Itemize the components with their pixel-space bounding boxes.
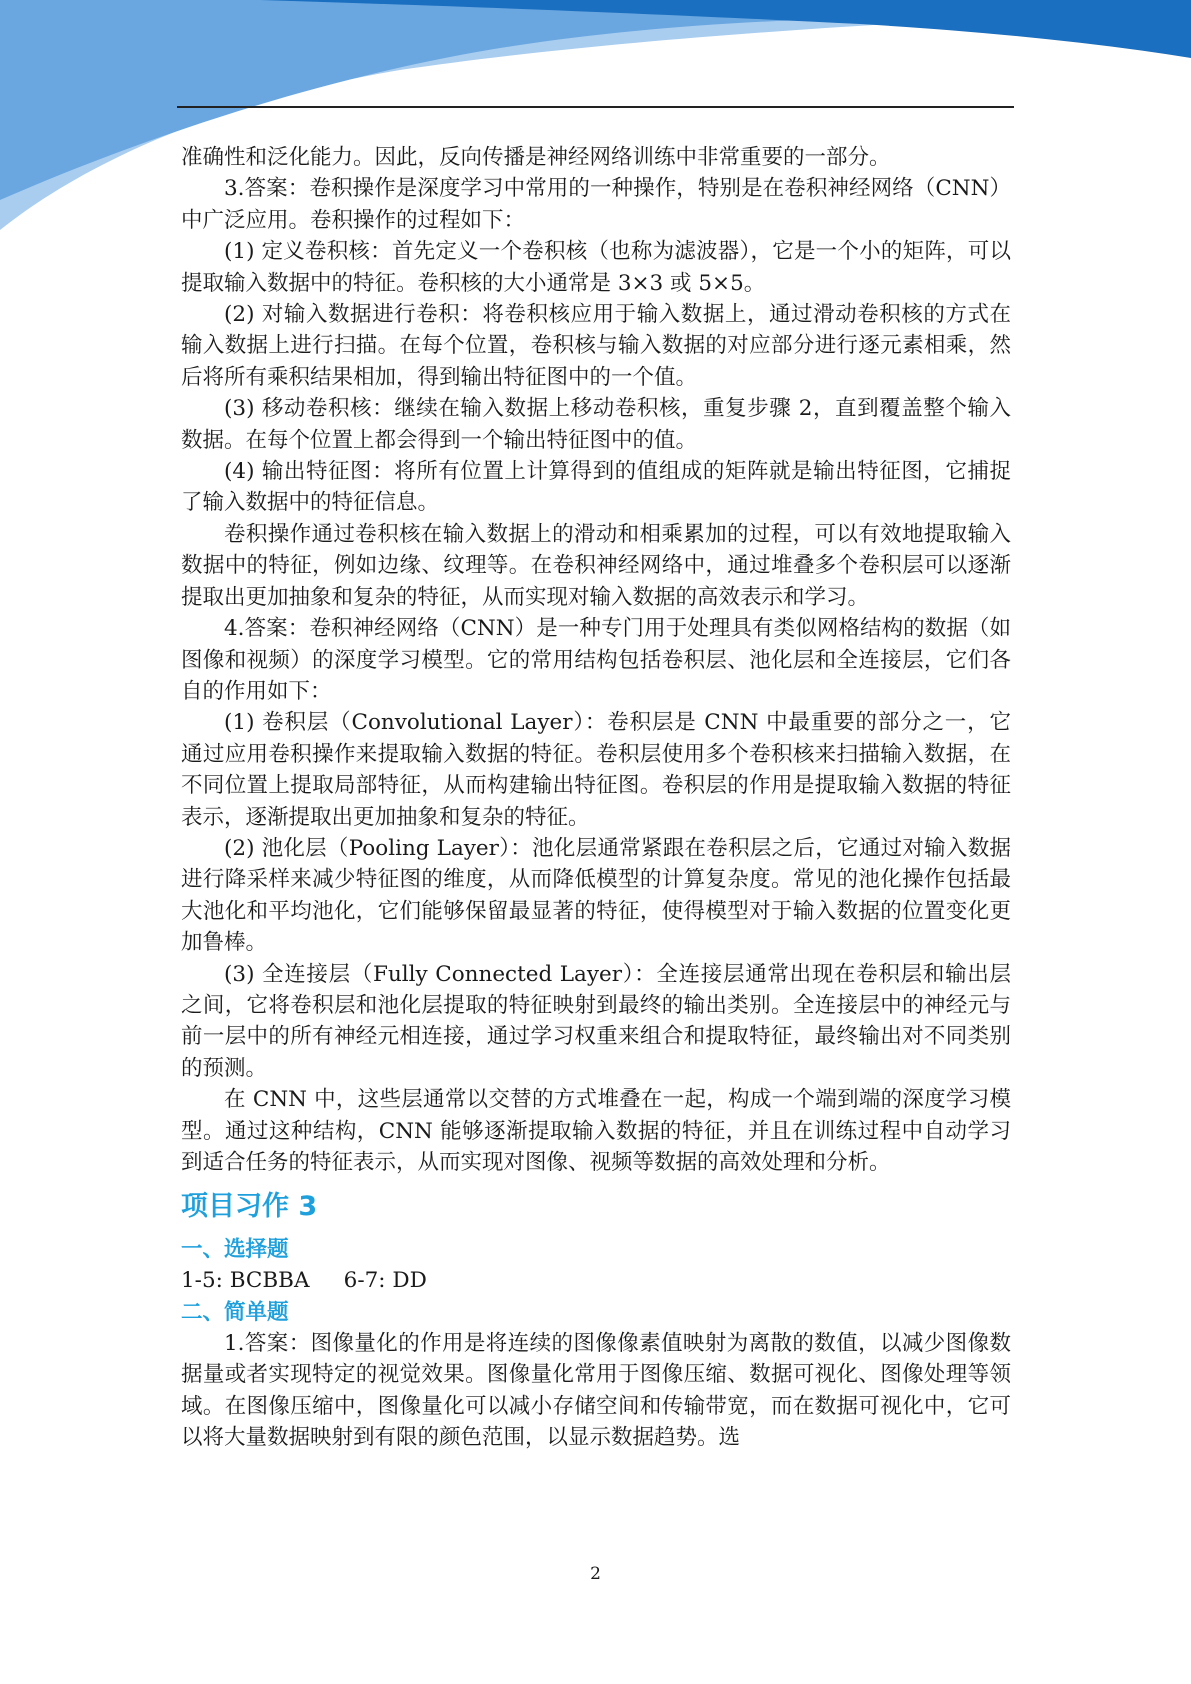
paragraph: (1) 卷积层（Convolutional Layer）：卷积层是 CNN 中最重要的部分之一，它通过应用卷积操作来提取输入数据的特征。卷积层使用多个卷积核来扫描输入数据，在不同位置上提取局部特征，从而构建输出特征图。卷积层的作用是提取输入数据的特征表示，逐渐提取出更加抽象和复杂的特征。 [181,710,1011,830]
section-heading-short: 二、简单题 [181,1299,289,1325]
page-content [181,142,1011,1453]
page-number: 2 [590,1564,601,1584]
paragraph: (4) 输出特征图：将所有位置上计算得到的值组成的矩阵就是输出特征图，它捕捉了输入数据中的特征信息。 [181,459,1011,516]
paragraph: (2) 池化层（Pooling Layer）：池化层通常紧跟在卷积层之后，它通过对输入数据进行降采样来减少特征图的维度，从而降低模型的计算复杂度。常见的池化操作包括最大池化和平均池化，它们能够保留最显著的特征，使得模型对于输入数据的位置变化更加鲁棒。 [181,835,1011,956]
paragraph: 准确性和泛化能力。因此，反向传播是神经网络训练中非常重要的一部分。 [181,145,891,170]
paragraph: 卷积操作通过卷积核在输入数据上的滑动和相乘累加的过程，可以有效地提取输入数据中的特征，例如边缘、纹理等。在卷积神经网络中，通过堆叠多个卷积层可以逐渐提取出更加抽象和复杂的特征，从而实现对输入数据的高效表示和学习。 [181,521,1011,610]
paragraph: 1.答案：图像量化的作用是将连续的图像像素值映射为离散的数值，以减少图像数据量或者实现特定的视觉效果。图像量化常用于图像压缩、数据可视化、图像处理等领域。在图像压缩中，图像量化可以减小存储空间和传输带宽，而在数据可视化中，它可以将大量数据映射到有限的颜色范围，以显示数据趋势。选 [181,1330,1011,1451]
paragraph: (3) 移动卷积核：继续在输入数据上移动卷积核，重复步骤 2，直到覆盖整个输入数据。在每个位置上都会得到一个输出特征图中的值。 [181,396,1011,453]
paragraph: (1) 定义卷积核：首先定义一个卷积核（也称为滤波器），它是一个小的矩阵，可以提取输入数据中的特征。卷积核的大小通常是 3×3 或 5×5。 [181,239,1011,296]
header-rule [177,106,1014,108]
choice-answers: 1-5: BCBBA 6-7: DD [181,1268,427,1294]
section-heading-choice: 一、选择题 [181,1237,289,1263]
paragraph: 在 CNN 中，这些层通常以交替的方式堆叠在一起，构成一个端到端的深度学习模型。通过这种结构，CNN 能够逐渐提取输入数据的特征，并且在训练过程中自动学习到适合任务的特征表示，从而实现对图像、视频等数据的高效处理和分析。 [181,1087,1011,1175]
paragraph: (2) 对输入数据进行卷积：将卷积核应用于输入数据上，通过滑动卷积核的方式在输入数据上进行扫描。在每个位置，卷积核与输入数据的对应部分进行逐元素相乘，然后将所有乘积结果相加，得到输出特征图中的一个值。 [181,302,1011,390]
paragraph: 3.答案：卷积操作是深度学习中常用的一种操作，特别是在卷积神经网络（CNN）中广泛应用。卷积操作的过程如下： [181,176,1011,233]
paragraph: 4.答案：卷积神经网络（CNN）是一种专门用于处理具有类似网格结构的数据（如图像和视频）的深度学习模型。它的常用结构包括卷积层、池化层和全连接层，它们各自的作用如下： [181,616,1011,704]
paragraph: (3) 全连接层（Fully Connected Layer）：全连接层通常出现在卷积层和输出层之间，它将卷积层和池化层提取的特征映射到最终的输出类别。全连接层中的神经元与前一层中的所有神经元相连接，通过学习权重来组合和提取特征，最终输出对不同类别的预测。 [181,961,1011,1081]
project-heading: 项目习作 3 [181,1191,318,1223]
